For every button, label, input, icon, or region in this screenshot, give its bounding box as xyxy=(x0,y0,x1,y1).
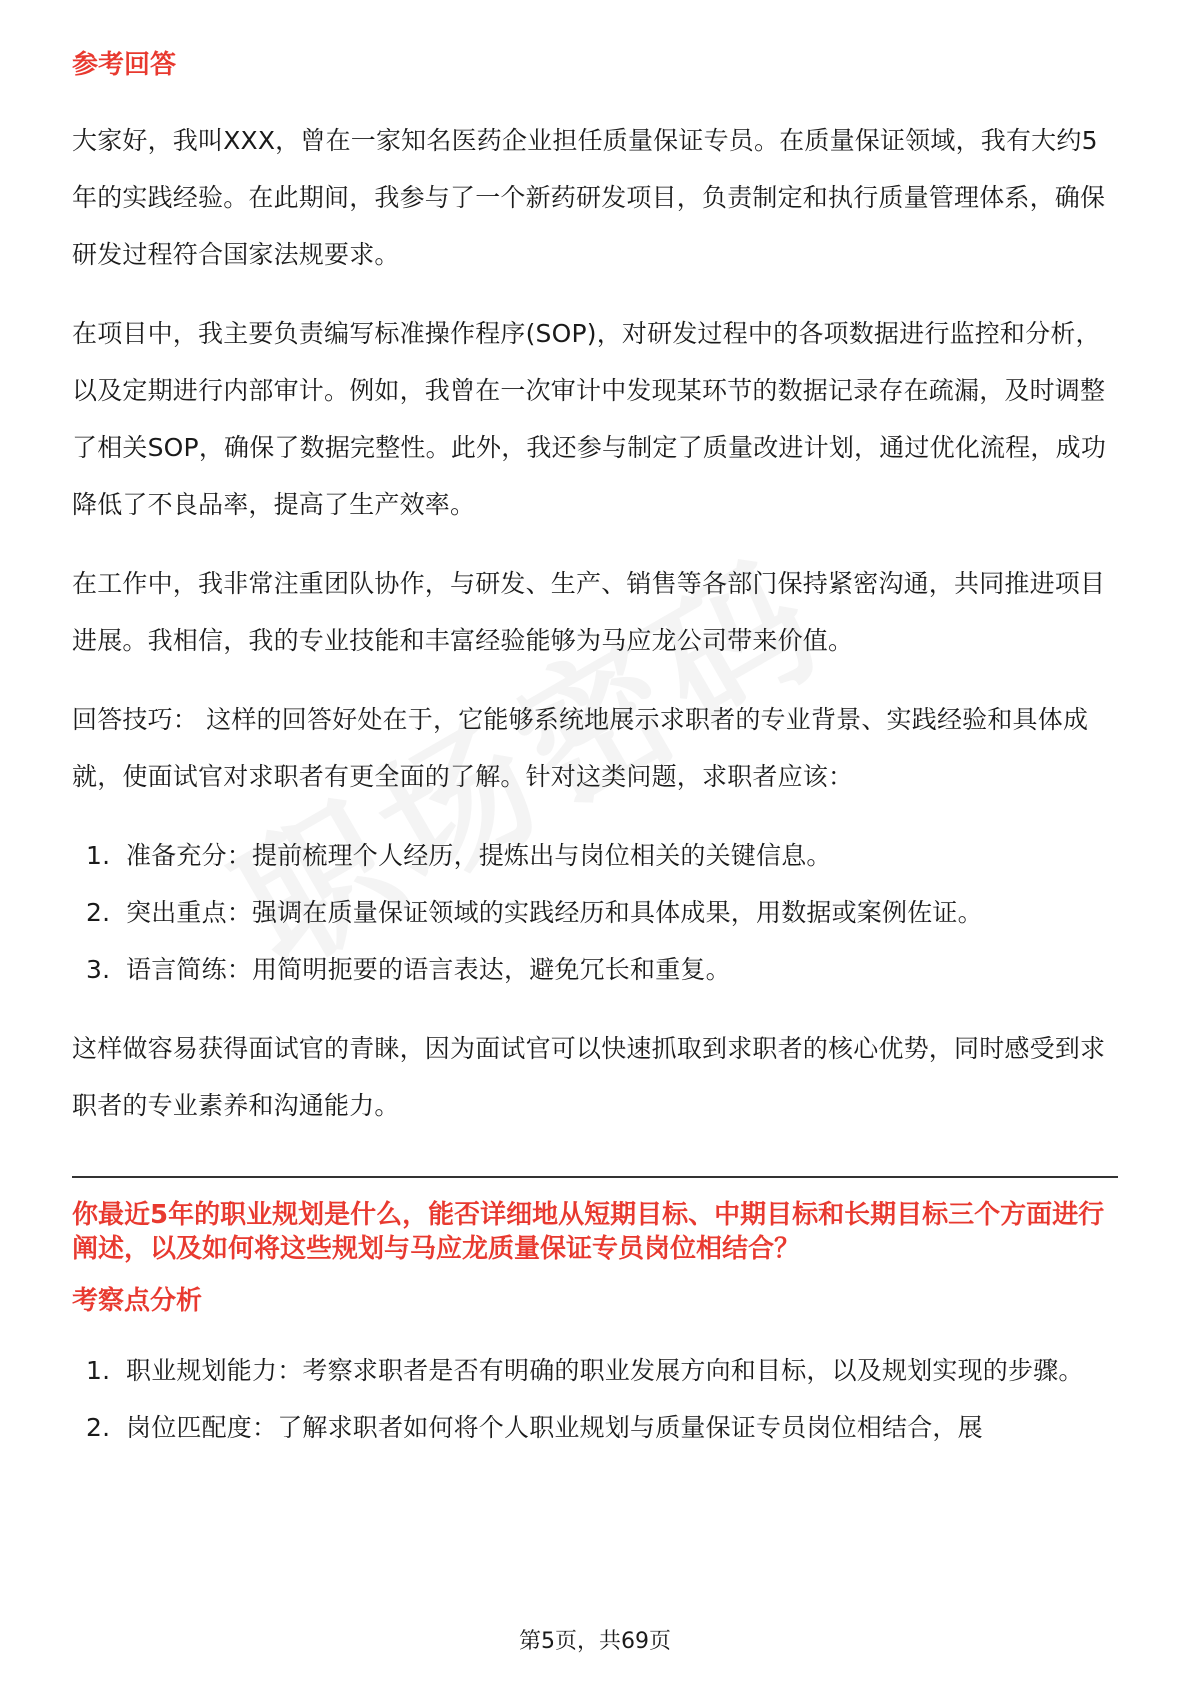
list-item xyxy=(72,1342,1118,1399)
reference-answer-heading: 参考回答 xyxy=(72,50,177,80)
list-number: 1. xyxy=(86,841,111,870)
analysis-list xyxy=(72,1342,1118,1456)
answer-paragraph-1: 大家好，我叫XXX，曾在一家知名医药企业担任质量保证专员。在质量保证领域，我有大约5年的实践经验。在此期间，我参与了一个新药研发项目，负责制定和执行质量管理体系，确保研发过程符合国家法规要求。 xyxy=(72,126,1106,269)
document-page xyxy=(72,48,1118,1456)
closing-paragraph: 这样做容易获得面试官的青睐，因为面试官可以快速抓取到求职者的核心优势，同时感受到求职者的专业素养和沟通能力。 xyxy=(72,1034,1106,1120)
list-number: 1. xyxy=(86,1356,111,1385)
list-item xyxy=(72,827,1118,884)
page-footer: 第5页，共69页 xyxy=(519,1629,671,1654)
tips-list xyxy=(72,827,1118,998)
list-number: 2. xyxy=(86,898,111,927)
list-item xyxy=(72,884,1118,941)
list-item xyxy=(72,941,1118,998)
list-text: 准备充分：提前梳理个人经历，提炼出与岗位相关的关键信息。 xyxy=(126,841,832,870)
answer-paragraph-3: 在工作中，我非常注重团队协作，与研发、生产、销售等各部门保持紧密沟通，共同推进项目进展。我相信，我的专业技能和丰富经验能够为马应龙公司带来价值。 xyxy=(72,569,1106,655)
list-text: 职业规划能力：考察求职者是否有明确的职业发展方向和目标，以及规划实现的步骤。 xyxy=(126,1356,1084,1385)
list-text: 语言简练：用简明扼要的语言表达，避免冗长和重复。 xyxy=(126,955,731,984)
list-number: 2. xyxy=(86,1413,111,1442)
answer-tips-intro: 回答技巧： 这样的回答好处在于，它能够系统地展示求职者的专业背景、实践经验和具体成就，使面试官对求职者有更全面的了解。针对这类问题，求职者应该： xyxy=(72,705,1089,791)
next-question: 你最近5年的职业规划是什么，能否详细地从短期目标、中期目标和长期目标三个方面进行阐述，以及如何将这些规划与马应龙质量保证专员岗位相结合？ xyxy=(72,1200,1105,1264)
list-number: 3. xyxy=(86,955,111,984)
answer-paragraph-2: 在项目中，我主要负责编写标准操作程序(SOP)，对研发过程中的各项数据进行监控和分析，以及定期进行内部审计。例如，我曾在一次审计中发现某环节的数据记录存在疏漏，及时调整了相关SOP，确保了数据完整性。此外，我还参与制定了质量改进计划，通过优化流程，成功降低了不良品率，提高了生产效率。 xyxy=(72,319,1107,519)
analysis-heading: 考察点分析 xyxy=(72,1286,203,1316)
list-text: 岗位匹配度：了解求职者如何将个人职业规划与质量保证专员岗位相结合，展 xyxy=(126,1413,983,1442)
list-item xyxy=(72,1399,1118,1456)
list-text: 突出重点：强调在质量保证领域的实践经历和具体成果，用数据或案例佐证。 xyxy=(126,898,983,927)
